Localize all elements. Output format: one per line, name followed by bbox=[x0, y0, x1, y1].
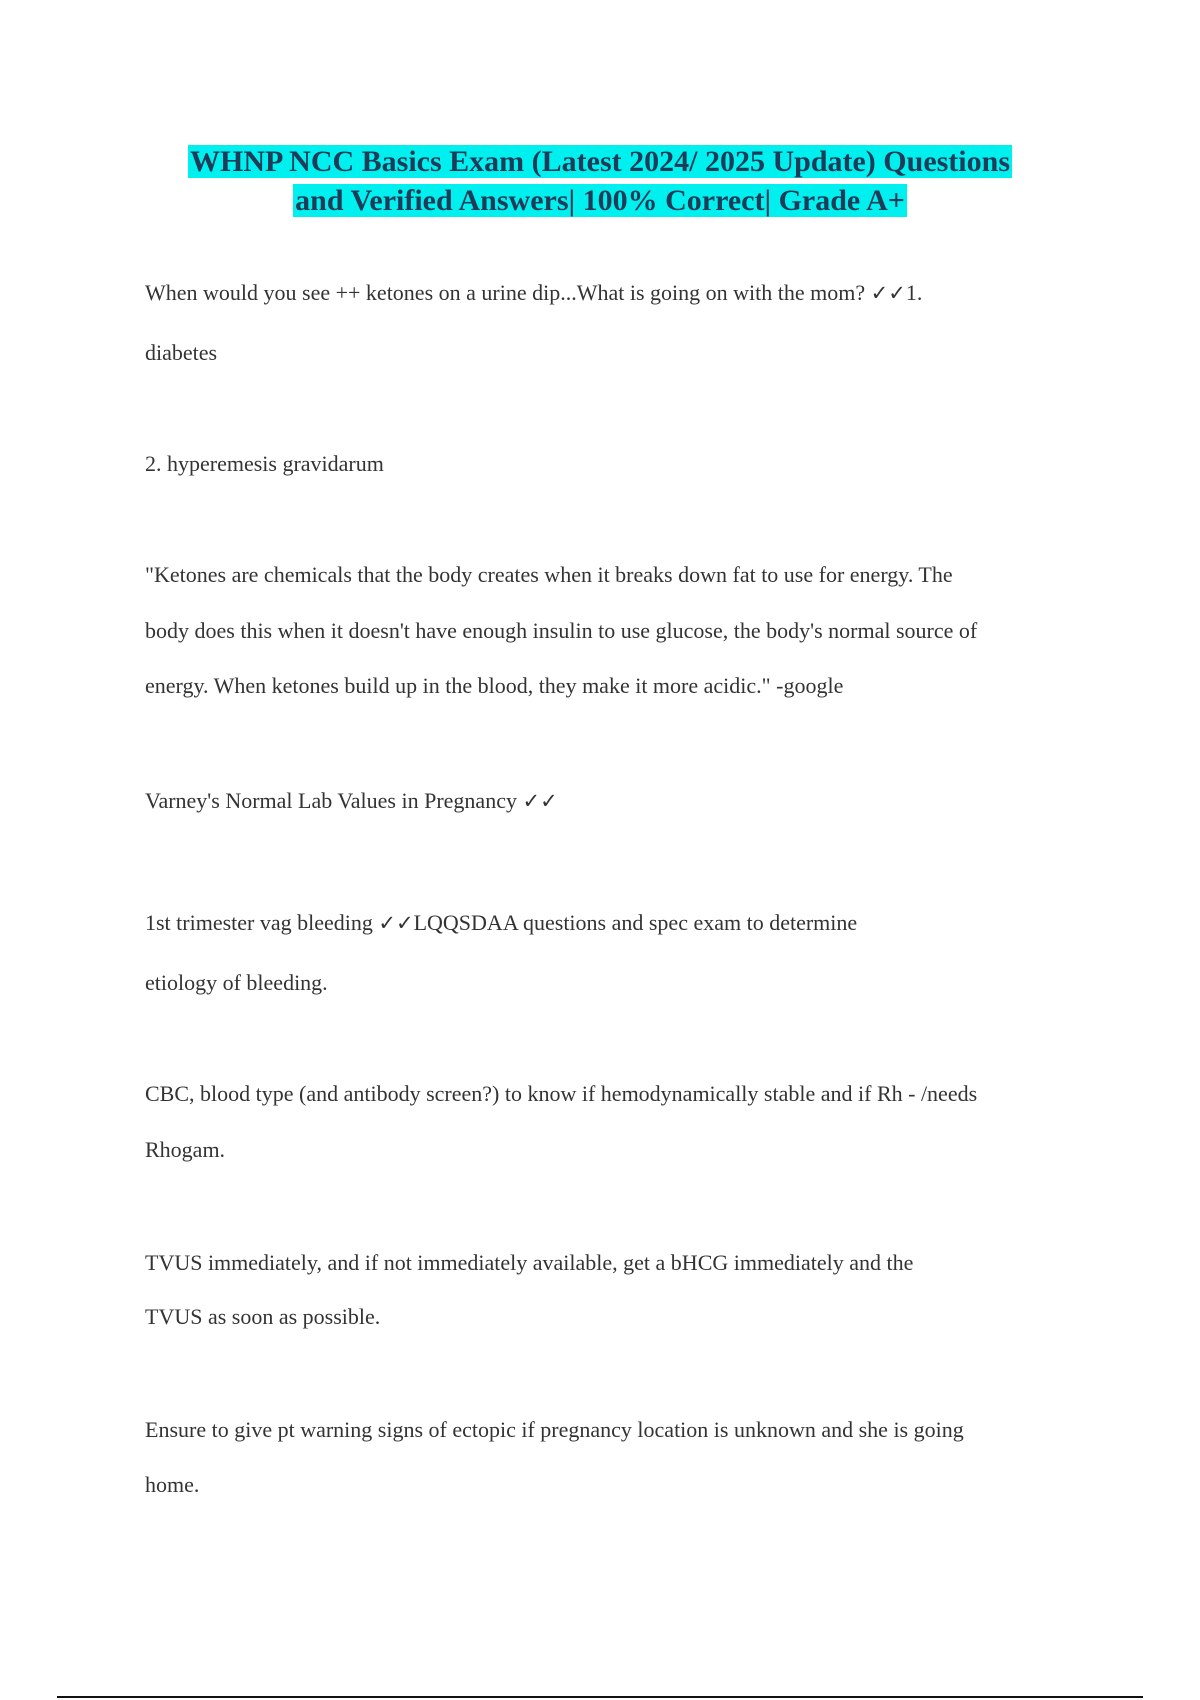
answer-3-start: LQQSDAA questions and spec exam to determine bbox=[413, 910, 858, 935]
answer-1-start: 1. bbox=[905, 280, 923, 305]
question-3-text: 1st trimester vag bleeding bbox=[145, 910, 379, 935]
checkmark-icon: ✓✓ bbox=[870, 281, 906, 305]
answer-3-line-2: etiology of bleeding. bbox=[145, 970, 328, 995]
tvus-line-1: TVUS immediately, and if not immediately available, get a bHCG immediately and the bbox=[145, 1250, 914, 1275]
cbc-line-2: Rhogam. bbox=[145, 1137, 226, 1162]
cbc-line-1: CBC, blood type (and antibody screen?) to know if hemodynamically stable and if Rh - /needs bbox=[145, 1081, 978, 1106]
question-2 bbox=[145, 788, 558, 814]
ensure-line-2: home. bbox=[145, 1472, 200, 1497]
question-1-text: When would you see ++ ketones on a urine dip...What is going on with the mom? bbox=[145, 280, 871, 305]
question-1 bbox=[145, 280, 922, 306]
quote-line-3: energy. When ketones build up in the blood, they make it more acidic." -google bbox=[145, 673, 844, 698]
quote-line-2: body does this when it doesn't have enough insulin to use glucose, the body's normal source of bbox=[145, 618, 978, 643]
checkmark-icon: ✓✓ bbox=[522, 789, 558, 813]
answer-1-item-2: 2. hyperemesis gravidarum bbox=[145, 451, 384, 476]
ensure-line-1: Ensure to give pt warning signs of ectopic if pregnancy location is unknown and she is going bbox=[145, 1417, 964, 1442]
answer-1-line-2: diabetes bbox=[145, 340, 218, 365]
document-title bbox=[100, 142, 1100, 220]
footer-divider bbox=[57, 1696, 1143, 1698]
title-line-2: and Verified Answers| 100% Correct| Grade A+ bbox=[295, 184, 905, 217]
title-line-1: WHNP NCC Basics Exam (Latest 2024/ 2025 Update) Questions bbox=[189, 145, 1010, 178]
quote-line-1: "Ketones are chemicals that the body creates when it breaks down fat to use for energy. The bbox=[145, 562, 953, 587]
question-2-text: Varney's Normal Lab Values in Pregnancy bbox=[145, 788, 523, 813]
tvus-line-2: TVUS as soon as possible. bbox=[145, 1304, 381, 1329]
checkmark-icon: ✓✓ bbox=[378, 911, 414, 935]
question-3 bbox=[145, 910, 857, 936]
